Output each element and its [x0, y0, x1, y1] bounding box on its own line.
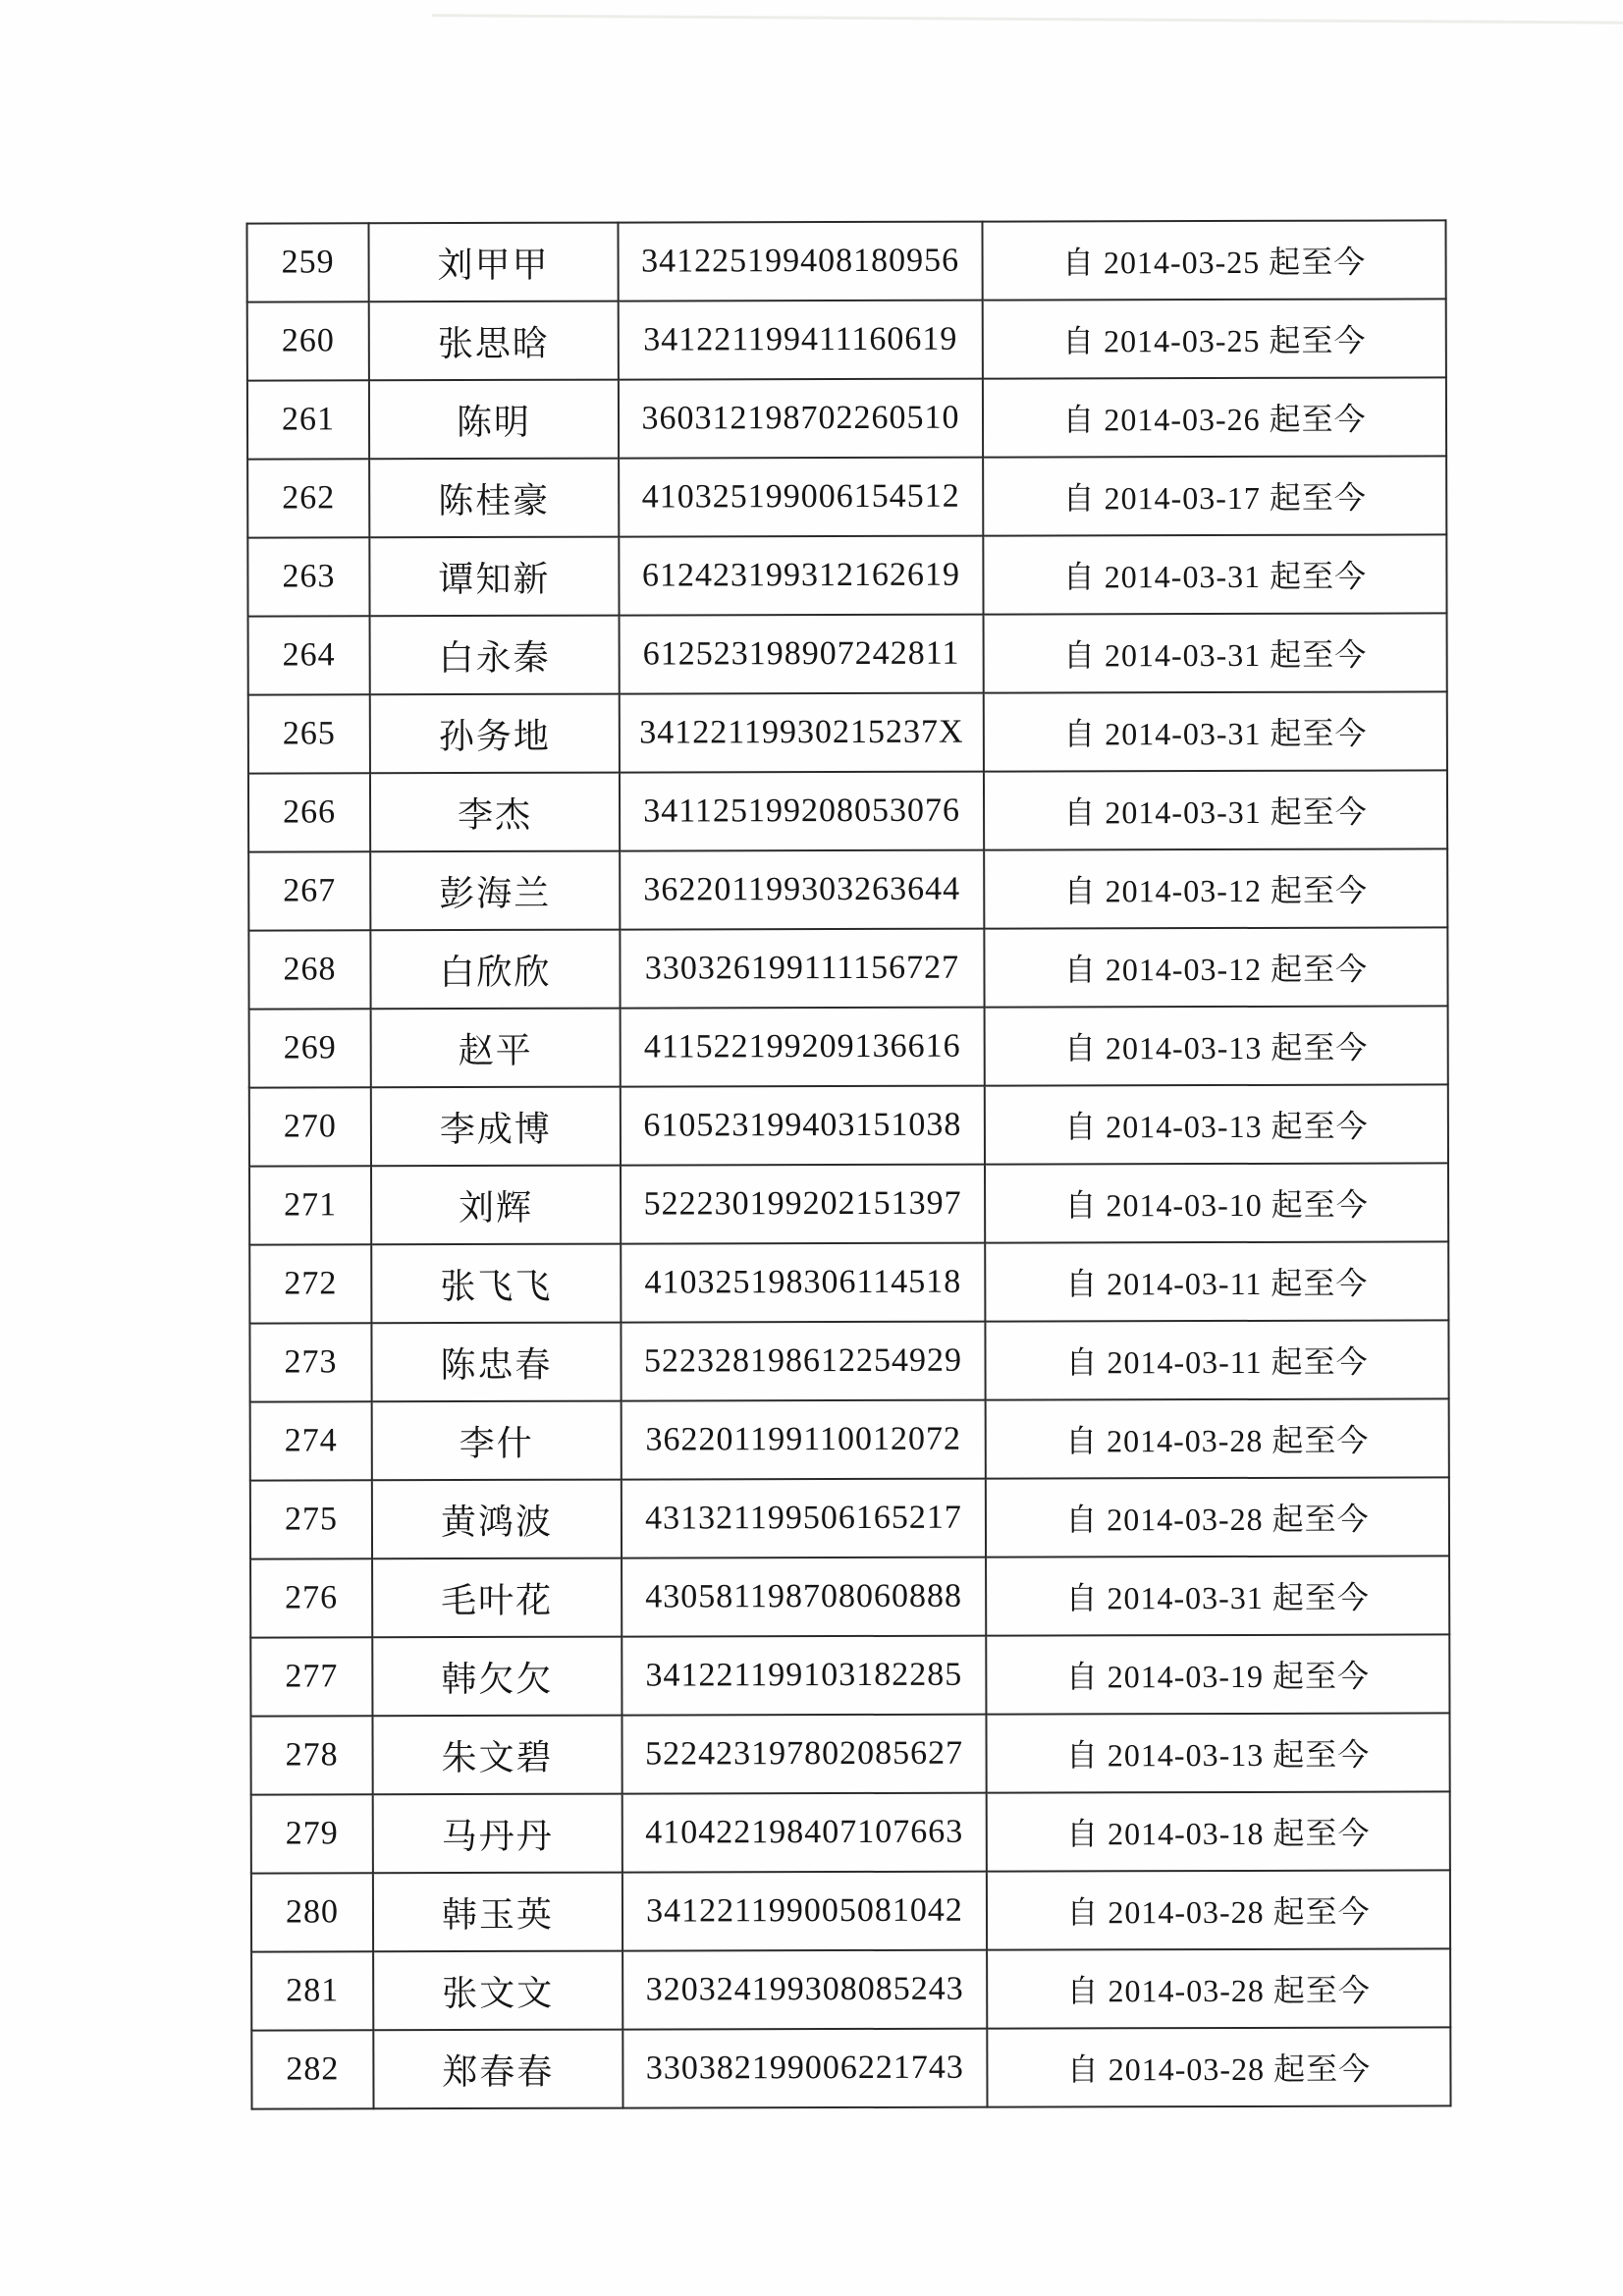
scan-edge-artifact — [432, 14, 1623, 25]
period-cell: 自 2014-03-31 起至今 — [984, 691, 1447, 771]
id-number-cell: 330382199006221743 — [622, 2029, 987, 2108]
period-cell: 自 2014-03-28 起至今 — [987, 2027, 1450, 2106]
id-number-cell: 341225199408180956 — [618, 222, 982, 301]
table-row — [250, 1634, 1449, 1716]
name-cell: 张思晗 — [369, 301, 619, 381]
row-number-cell: 266 — [248, 773, 370, 851]
table-row — [248, 770, 1447, 851]
name-cell: 李杰 — [370, 773, 620, 852]
name-cell: 马丹丹 — [373, 1794, 622, 1874]
period-cell: 自 2014-03-12 起至今 — [984, 848, 1447, 928]
id-number-cell: 34122119930215237X — [620, 693, 984, 773]
name-cell: 韩玉英 — [373, 1873, 622, 1952]
roster-table — [245, 219, 1451, 2109]
row-number-cell: 269 — [249, 1009, 371, 1087]
name-cell: 朱文碧 — [372, 1716, 622, 1795]
period-cell: 自 2014-03-26 起至今 — [983, 377, 1446, 457]
name-cell: 郑春春 — [373, 2030, 622, 2109]
row-number-cell: 262 — [247, 459, 369, 537]
row-number-cell: 270 — [249, 1087, 371, 1166]
id-number-cell: 612423199312162619 — [619, 536, 983, 616]
row-number-cell: 263 — [247, 537, 369, 616]
table-row — [250, 1713, 1449, 1794]
period-cell: 自 2014-03-31 起至今 — [983, 534, 1446, 614]
id-number-cell: 430581198708060888 — [622, 1558, 986, 1637]
name-cell: 李成博 — [371, 1087, 621, 1167]
table-row — [248, 613, 1447, 694]
id-number-cell: 360312198702260510 — [619, 379, 983, 459]
name-cell: 韩欠欠 — [372, 1637, 622, 1717]
id-number-cell: 522423197802085627 — [622, 1715, 986, 1794]
row-number-cell: 272 — [249, 1244, 371, 1323]
period-cell: 自 2014-03-28 起至今 — [986, 1477, 1449, 1557]
table-row — [247, 299, 1446, 380]
id-number-cell: 612523198907242811 — [620, 615, 984, 694]
period-cell: 自 2014-03-31 起至今 — [986, 1556, 1449, 1635]
id-number-cell: 341221199005081042 — [622, 1872, 987, 1951]
id-number-cell: 330326199111156727 — [620, 929, 984, 1009]
period-cell: 自 2014-03-28 起至今 — [986, 1398, 1449, 1478]
id-number-cell: 610523199403151038 — [621, 1086, 985, 1166]
name-cell: 赵平 — [371, 1009, 621, 1088]
id-number-cell: 410325198306114518 — [621, 1243, 985, 1323]
row-number-cell: 278 — [250, 1716, 372, 1794]
id-number-cell: 362201199110012072 — [622, 1400, 986, 1480]
id-number-cell: 522230199202151397 — [621, 1165, 985, 1244]
table-row — [247, 377, 1446, 459]
name-cell: 谭知新 — [369, 537, 619, 617]
name-cell: 陈明 — [369, 380, 619, 460]
table-row — [247, 534, 1446, 616]
table-row — [251, 1791, 1450, 1873]
table-row — [249, 1320, 1448, 1401]
name-cell: 张飞飞 — [371, 1244, 621, 1324]
period-cell: 自 2014-03-13 起至今 — [985, 1006, 1448, 1085]
name-cell: 刘辉 — [371, 1166, 621, 1245]
row-number-cell: 282 — [251, 2030, 373, 2108]
id-number-cell: 362201199303263644 — [620, 850, 984, 930]
row-number-cell: 271 — [249, 1166, 371, 1244]
row-number-cell: 275 — [250, 1480, 372, 1558]
id-number-cell: 341221199103182285 — [622, 1636, 986, 1716]
row-number-cell: 281 — [251, 1951, 373, 2030]
period-cell: 自 2014-03-25 起至今 — [982, 220, 1445, 300]
id-number-cell: 410325199006154512 — [619, 458, 983, 537]
table-row — [250, 1398, 1449, 1480]
name-cell: 孙务地 — [370, 694, 620, 774]
row-number-cell: 268 — [248, 930, 370, 1009]
id-number-cell: 431321199506165217 — [622, 1479, 986, 1558]
table-row — [246, 220, 1445, 301]
period-cell: 自 2014-03-31 起至今 — [984, 613, 1447, 692]
row-number-cell: 277 — [250, 1637, 372, 1716]
id-number-cell: 341125199208053076 — [620, 772, 984, 851]
table-body — [246, 220, 1450, 2108]
table-row — [248, 927, 1447, 1009]
id-number-cell: 410422198407107663 — [622, 1793, 987, 1873]
table-row — [248, 848, 1447, 930]
id-number-cell: 522328198612254929 — [621, 1322, 985, 1401]
name-cell: 白欣欣 — [370, 930, 620, 1010]
row-number-cell: 276 — [250, 1558, 372, 1637]
period-cell: 自 2014-03-28 起至今 — [987, 1870, 1450, 1949]
period-cell: 自 2014-03-13 起至今 — [985, 1084, 1448, 1164]
period-cell: 自 2014-03-31 起至今 — [984, 770, 1447, 849]
row-number-cell: 261 — [247, 380, 369, 459]
period-cell: 自 2014-03-10 起至今 — [985, 1163, 1448, 1242]
row-number-cell: 280 — [251, 1873, 373, 1951]
period-cell: 自 2014-03-18 起至今 — [987, 1791, 1450, 1871]
period-cell: 自 2014-03-12 起至今 — [984, 927, 1447, 1007]
name-cell: 李什 — [372, 1401, 622, 1481]
period-cell: 自 2014-03-19 起至今 — [986, 1634, 1449, 1714]
row-number-cell: 279 — [251, 1794, 373, 1873]
period-cell: 自 2014-03-13 起至今 — [986, 1713, 1449, 1792]
name-cell: 陈忠春 — [371, 1323, 621, 1402]
table-row — [250, 1556, 1449, 1637]
row-number-cell: 259 — [246, 223, 368, 301]
table-row — [248, 691, 1447, 773]
table-row — [251, 2027, 1450, 2108]
name-cell: 毛叶花 — [372, 1558, 622, 1638]
table-row — [247, 456, 1446, 537]
name-cell: 刘甲甲 — [368, 223, 618, 302]
period-cell: 自 2014-03-11 起至今 — [985, 1241, 1448, 1321]
period-cell: 自 2014-03-11 起至今 — [985, 1320, 1448, 1399]
period-cell: 自 2014-03-17 起至今 — [983, 456, 1446, 535]
table-row — [251, 1870, 1450, 1951]
id-number-cell: 341221199411160619 — [619, 301, 983, 380]
name-cell: 张文文 — [373, 1951, 622, 2031]
name-cell: 陈桂豪 — [369, 459, 619, 538]
row-number-cell: 274 — [250, 1401, 372, 1480]
period-cell: 自 2014-03-28 起至今 — [987, 1948, 1450, 2028]
table-row — [249, 1006, 1448, 1087]
row-number-cell: 273 — [249, 1323, 371, 1401]
id-number-cell: 320324199308085243 — [622, 1950, 987, 2030]
row-number-cell: 260 — [247, 301, 369, 380]
name-cell: 黄鸿波 — [372, 1480, 622, 1559]
row-number-cell: 265 — [248, 694, 370, 773]
name-cell: 白永秦 — [370, 616, 620, 695]
name-cell: 彭海兰 — [370, 851, 620, 931]
row-number-cell: 267 — [248, 851, 370, 930]
table-row — [250, 1477, 1449, 1558]
id-number-cell: 411522199209136616 — [621, 1008, 985, 1087]
table-row — [249, 1084, 1448, 1166]
table-row — [251, 1948, 1450, 2030]
table-row — [249, 1163, 1448, 1244]
period-cell: 自 2014-03-25 起至今 — [983, 299, 1446, 378]
table-row — [249, 1241, 1448, 1323]
row-number-cell: 264 — [248, 616, 370, 694]
